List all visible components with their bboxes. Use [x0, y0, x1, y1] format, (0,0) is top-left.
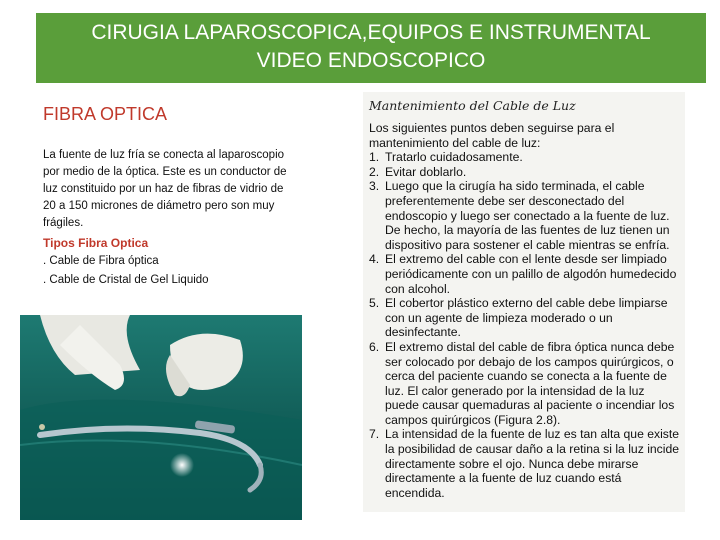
list-item — [369, 252, 681, 296]
title-banner — [36, 13, 706, 83]
list-text: La intensidad de la fuente de luz es tan alta que existe la posibilidad de causar daño a la retina si la luz incide directamente sobre el ojo. Nunca debe mirarse directamente a la fuente de luz cuando está encendida. — [385, 427, 680, 500]
list-text: El extremo distal del cable de fibra óptica nunca debe ser colocado por debajo de los campos quirúrgicos, o cerca del paciente cuando se conecta a la fuente de luz. El calor generado por la intensidad de la luz puede causar quemaduras al paciente o incendiar los campos quirúrgicos (Figura 2.8). — [385, 339, 675, 427]
list-item — [369, 165, 681, 180]
surgical-photo-illustration — [20, 315, 302, 520]
title-line-1: CIRUGIA LAPAROSCOPICA,EQUIPOS E INSTRUMENTAL — [91, 21, 651, 44]
list-item — [369, 340, 681, 428]
list-number: 4. — [369, 252, 380, 267]
list-text: Luego que la cirugía ha sido terminada, el cable preferentemente debe ser desconectado del endoscopio y luego ser conectado a la fuente de luz. De hecho, la mayoría de las fuentes de luz tienen un dispositivo para sostener el cable mientras se enfría. — [385, 179, 670, 252]
left-column — [43, 104, 293, 290]
list-number: 2. — [369, 164, 380, 179]
list-number: 6. — [369, 339, 380, 354]
type-item: . Cable de Fibra óptica — [43, 255, 159, 267]
types-title: Tipos Fibra Optica — [43, 236, 149, 250]
list-text: Evitar doblarlo. — [385, 164, 467, 179]
maintenance-intro: Los siguientes puntos deben seguirse para el mantenimiento del cable de luz: — [369, 121, 615, 150]
section-title: FIBRA OPTICA — [43, 104, 168, 124]
list-number: 1. — [369, 150, 380, 165]
list-text: Tratarlo cuidadosamente. — [385, 150, 523, 165]
list-item — [369, 179, 681, 252]
title-line-2: VIDEO ENDOSCOPICO — [256, 49, 486, 72]
description-paragraph: La fuente de luz fría se conecta al laparoscopio por medio de la óptica. Este es un conductor de luz constituido por un haz de fibras de vidrio de 20 a 150 micrones de diámetro pero son muy frágiles. — [43, 149, 287, 229]
list-number: 7. — [369, 427, 380, 442]
list-item — [369, 150, 681, 165]
list-text: El cobertor plástico externo del cable debe limpiarse con un agente de limpieza moderado o un desinfectante. — [385, 296, 668, 340]
maintenance-scan — [363, 92, 685, 512]
type-item: . Cable de Cristal de Gel Liquido — [43, 274, 209, 286]
list-item — [369, 296, 681, 340]
maintenance-body — [363, 121, 685, 500]
list-item — [369, 427, 681, 500]
list-number: 5. — [369, 296, 380, 311]
list-number: 3. — [369, 179, 380, 194]
surgical-photo — [20, 315, 302, 520]
list-text: El extremo del cable con el lente desde ser limpiado periódicamente con un palillo de algodón humedecido con alcohol. — [385, 252, 677, 296]
maintenance-title: Mantenimiento del Cable de Luz — [369, 98, 576, 113]
